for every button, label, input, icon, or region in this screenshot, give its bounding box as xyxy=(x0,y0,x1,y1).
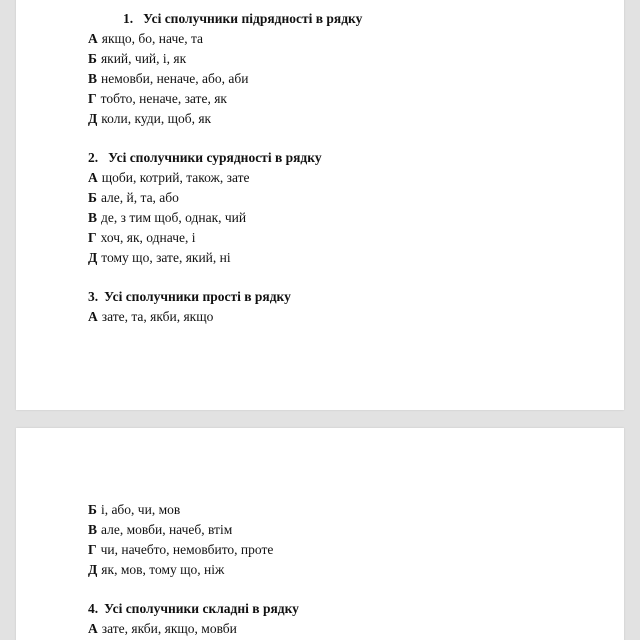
question-3-option-v: В але, мовби, начеб, втім xyxy=(88,522,233,537)
question-2-option-v: В де, з тим щоб, однак, чий xyxy=(88,210,247,225)
question-4-title: 4. Усі сполучники складні в рядку xyxy=(88,601,299,616)
question-3-option-b: Б і, або, чи, мов xyxy=(88,502,181,517)
question-3-title: 3. Усі сполучники прості в рядку xyxy=(88,289,291,304)
question-2-option-b: Б але, й, та, або xyxy=(88,190,179,205)
question-2-option-h: Г хоч, як, одначе, і xyxy=(88,230,196,245)
question-1-option-d: Д коли, куди, щоб, як xyxy=(88,111,212,126)
question-1-option-b: Б який, чий, і, як xyxy=(88,51,187,66)
question-3-option-d: Д як, мов, тому що, ніж xyxy=(88,562,225,577)
question-2-option-a: А щоби, котрий, також, зате xyxy=(88,170,250,185)
question-1-option-a: А якщо, бо, наче, та xyxy=(88,31,204,46)
question-1-option-h: Г тобто, неначе, зате, як xyxy=(88,91,227,106)
page-2 xyxy=(16,428,624,640)
question-3-option-a: А зате, та, якби, якщо xyxy=(88,309,214,324)
question-2-title: 2. Усі сполучники сурядності в рядку xyxy=(88,150,322,165)
question-1-title: 1. Усі сполучники підрядності в рядку xyxy=(123,11,363,26)
question-1-option-v: В немовби, неначе, або, аби xyxy=(88,71,249,86)
question-3-option-h: Г чи, начебто, немовбито, проте xyxy=(88,542,274,557)
question-2-option-d: Д тому що, зате, який, ні xyxy=(88,250,231,265)
question-4-option-a: А зате, якби, якщо, мовби xyxy=(88,621,237,636)
page-1 xyxy=(16,0,624,410)
